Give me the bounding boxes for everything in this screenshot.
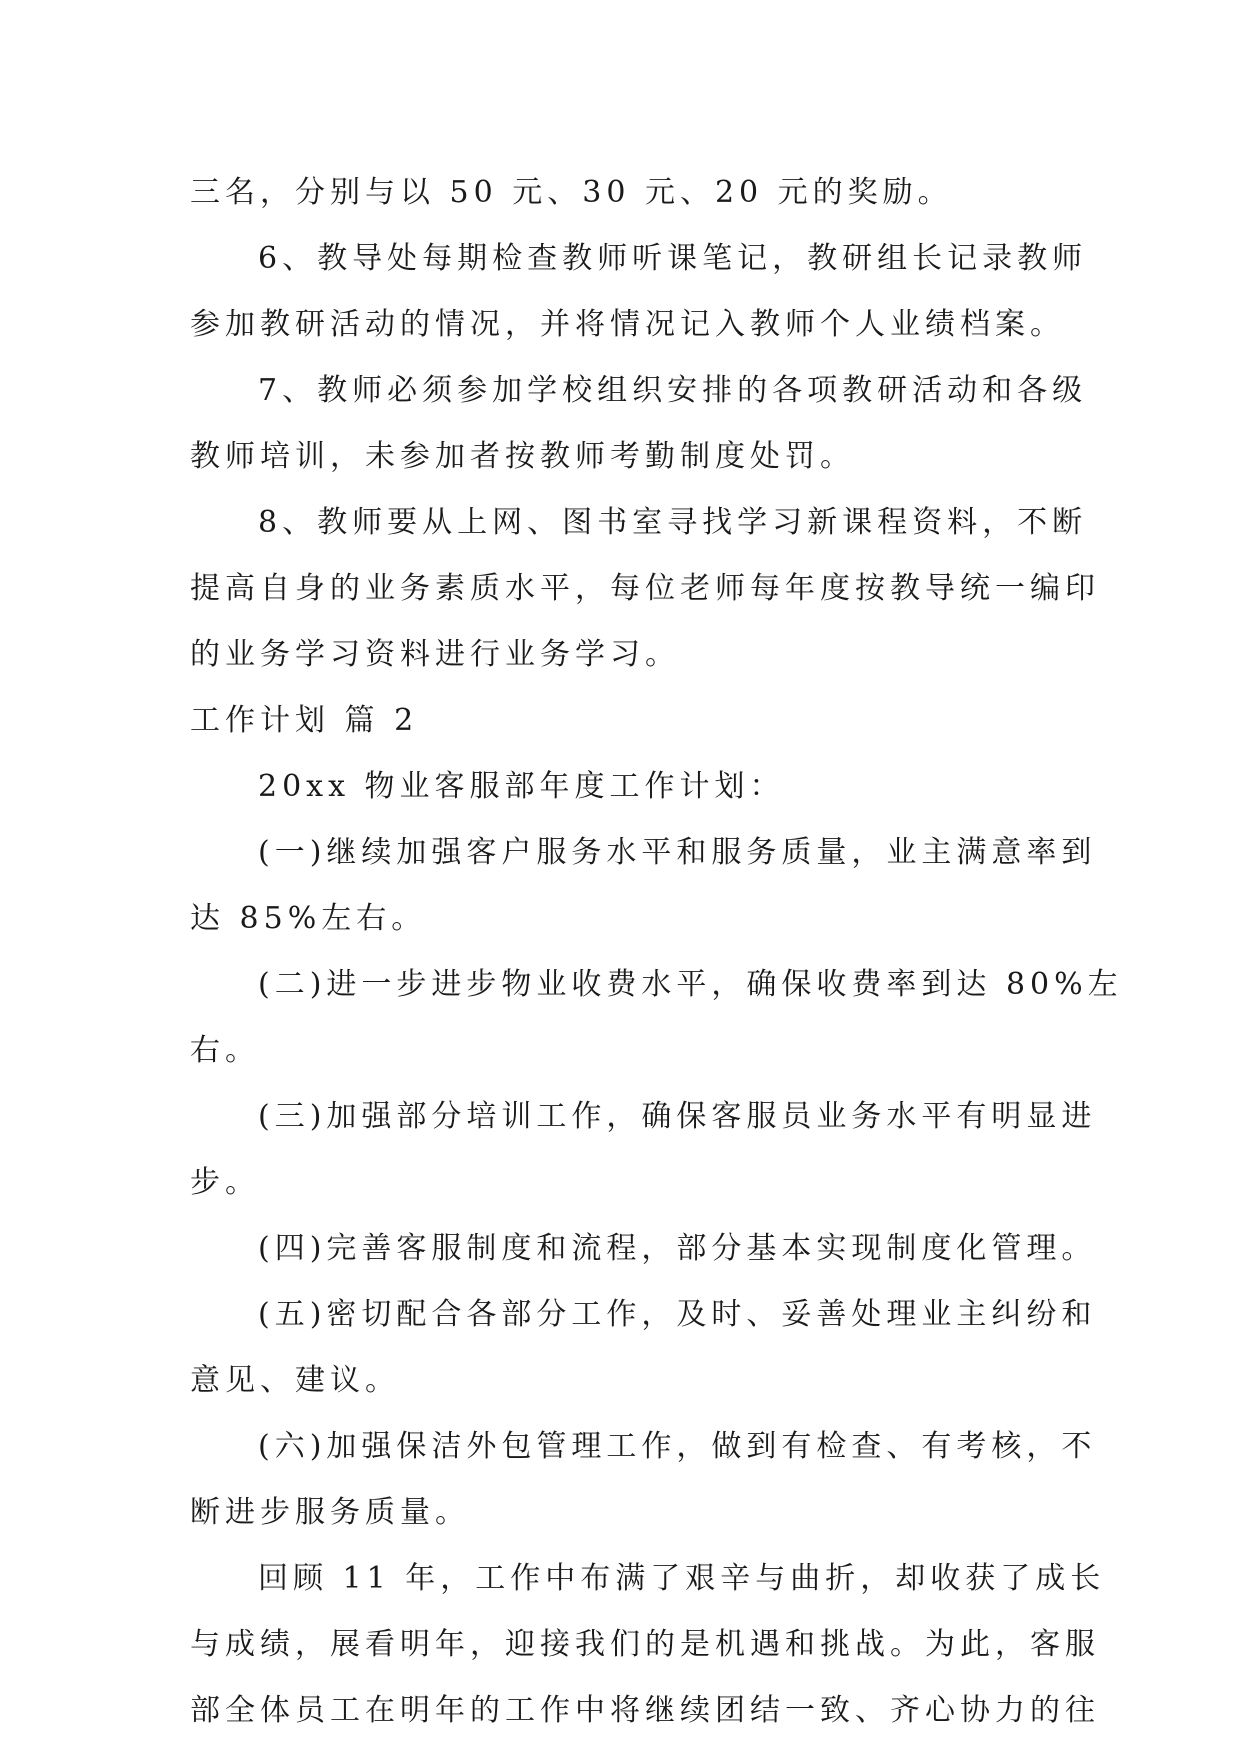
paragraph-line: 断进步服务质量。 — [190, 1495, 470, 1530]
paragraph-line: 意见、建议。 — [190, 1363, 400, 1398]
paragraph-line: 8、教师要从上网、图书室寻找学习新课程资料，不断 — [258, 505, 1088, 540]
paragraph-line: 右。 — [190, 1033, 260, 1068]
paragraph-line: 7、教师必须参加学校组织安排的各项教研活动和各级 — [258, 373, 1088, 408]
paragraph-line: (一)继续加强客户服务水平和服务质量，业主满意率到 — [258, 835, 1097, 870]
paragraph-line: 部全体员工在明年的工作中将继续团结一致、齐心协力的往 — [190, 1693, 1100, 1728]
paragraph-line: 回顾 11 年，工作中布满了艰辛与曲折，却收获了成长 — [258, 1561, 1106, 1596]
document-body — [190, 160, 1123, 1744]
paragraph-line: 20xx 物业客服部年度工作计划： — [258, 769, 785, 804]
paragraph-line: (三)加强部分培训工作，确保客服员业务水平有明显进 — [258, 1099, 1097, 1134]
paragraph-line: 三名，分别与以 50 元、30 元、20 元的奖励。 — [190, 175, 953, 210]
paragraph-line: (五)密切配合各部分工作，及时、妥善处理业主纠纷和 — [258, 1297, 1097, 1332]
paragraph-line: (二)进一步进步物业收费水平，确保收费率到达 80%左 — [258, 967, 1123, 1002]
paragraph-line: 提高自身的业务素质水平，每位老师每年度按教导统一编印 — [190, 571, 1100, 606]
paragraph-line: (六)加强保洁外包管理工作，做到有检查、有考核，不 — [258, 1429, 1097, 1464]
paragraph-line: 参加教研活动的情况，并将情况记入教师个人业绩档案。 — [190, 307, 1065, 342]
paragraph-line: 与成绩，展看明年，迎接我们的是机遇和挑战。为此，客服 — [190, 1627, 1100, 1662]
paragraph-line: 6、教导处每期检查教师听课笔记，教研组长记录教师 — [258, 241, 1088, 276]
paragraph-line: 的业务学习资料进行业务学习。 — [190, 637, 680, 672]
section-heading: 工作计划 篇 2 — [190, 703, 419, 738]
paragraph-line: 教师培训，未参加者按教师考勤制度处罚。 — [190, 439, 855, 474]
paragraph-line: (四)完善客服制度和流程，部分基本实现制度化管理。 — [258, 1231, 1097, 1266]
paragraph-line: 步。 — [190, 1165, 260, 1200]
paragraph-line: 达 85%左右。 — [190, 901, 427, 936]
